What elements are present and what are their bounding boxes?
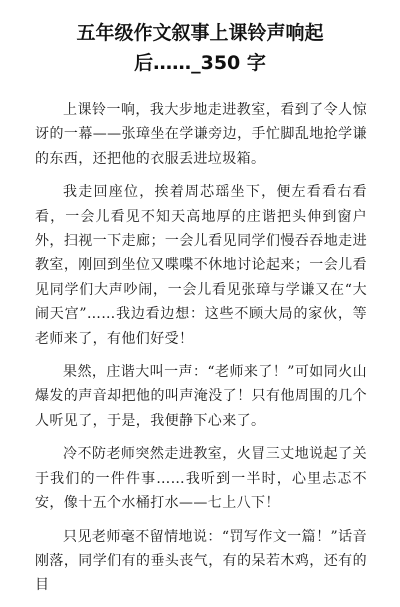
paragraph-4: 冷不防老师突然走进教室，火冒三丈地说起了关于我们的一件件事……我听到一半时，心里忐忑不安，像十五个水桶打水——七上八下！ [35,446,367,512]
document-body [35,98,367,607]
document-title-continuation: 后……_350 字 [134,52,266,74]
paragraph-5: 只见老师毫不留情地说：“罚写作文一篇！”话音刚落，同学们有的垂头丧气，有的呆若木鸡，还有的目 [35,528,367,594]
document-title: 五年级作文叙事上课铃声响起 [76,22,324,44]
paragraph-1: 上课铃一响，我大步地走进教室，看到了令人惊讶的一幕——张璋坐在学谦旁边，手忙脚乱地抢学谦的东西，还把他的衣服丢进垃圾箱。 [35,102,367,167]
paragraph-3: 果然，庄谐大叫一声：“老师来了！”可如同火山爆发的声音却把他的叫声淹没了！只有他周围的几个人听见了，于是，我便静下心来了。 [35,364,367,429]
paragraph-2: 我走回座位，挨着周芯瑶坐下，便左看看右看看，一会儿看见不知天高地厚的庄谐把头伸到窗户外，扫视一下走廊；一会儿看见同学们慢吞吞地走进教室，刚回到坐位又喋喋不休地讨论起来；一会儿看见同学们大声吵闹，一会儿看见张璋与学谦又在“大闹天宫”……我边看边想：这些不顾大局的家伙，等老师来了，有他们好受！ [35,184,367,347]
